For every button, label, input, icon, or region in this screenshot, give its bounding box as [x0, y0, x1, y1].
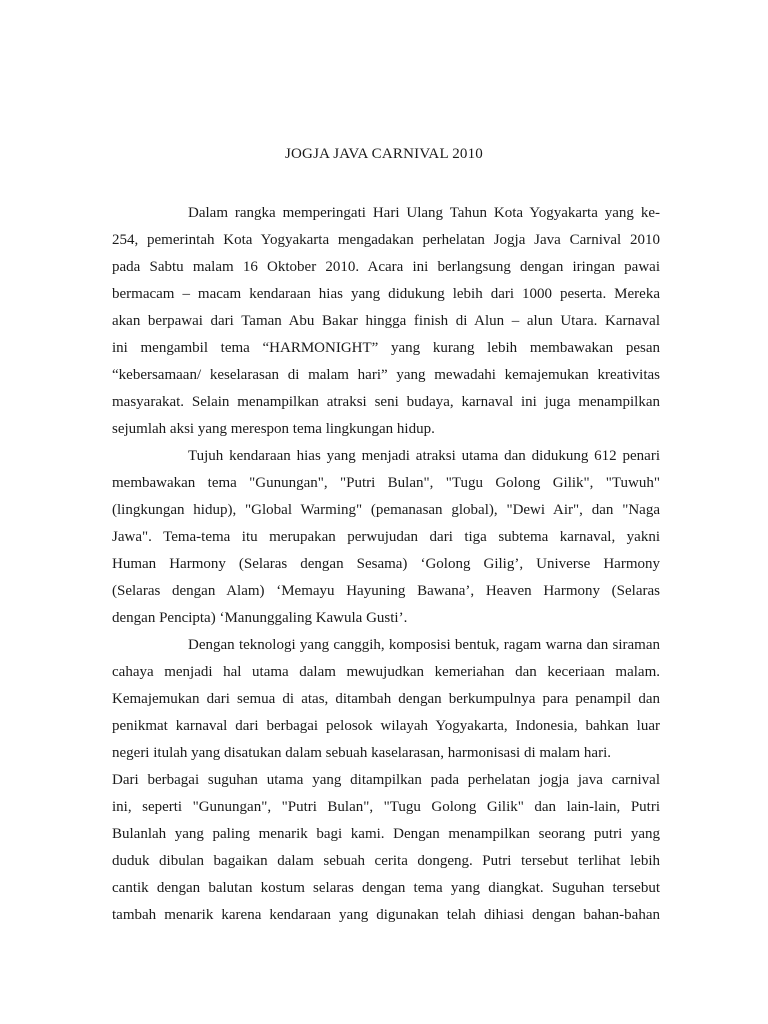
text-line: penikmat karnaval dari berbagai pelosok wilayah Yogyakarta, Indonesia, bahkan luar — [112, 718, 660, 734]
text-line: Human Harmony (Selaras dengan Sesama) ‘Golong Gilig’, Universe Harmony — [112, 556, 660, 572]
text-line: Bulanlah yang paling menarik bagi kami. Dengan menampilkan seorang putri yang — [112, 826, 660, 842]
text-line: Jawa". Tema-tema itu merupakan perwujudan dari tiga subtema karnaval, yakni — [112, 529, 660, 545]
document-body — [112, 200, 660, 929]
text-line: sejumlah aksi yang merespon tema lingkungan hidup. — [112, 421, 435, 437]
text-line: “kebersamaan/ keselarasan di malam hari” yang mewadahi kemajemukan kreativitas — [112, 367, 660, 383]
text-line: ini mengambil tema “HARMONIGHT” yang kurang lebih membawakan pesan — [112, 340, 660, 356]
text-line: cantik dengan balutan kostum selaras dengan tema yang diangkat. Suguhan tersebut — [112, 880, 660, 896]
text-line: Tujuh kendaraan hias yang menjadi atraksi utama dan didukung 612 penari — [188, 448, 660, 464]
text-line: pada Sabtu malam 16 Oktober 2010. Acara ini berlangsung dengan iringan pawai — [112, 259, 660, 275]
text-line: masyarakat. Selain menampilkan atraksi seni budaya, karnaval ini juga menampilkan — [112, 394, 660, 410]
text-line: 254, pemerintah Kota Yogyakarta mengadakan perhelatan Jogja Java Carnival 2010 — [112, 232, 660, 248]
text-line: Dari berbagai suguhan utama yang ditampilkan pada perhelatan jogja java carnival — [112, 772, 660, 788]
text-line: (Selaras dengan Alam) ‘Memayu Hayuning Bawana’, Heaven Harmony (Selaras — [112, 583, 660, 599]
text-line: (lingkungan hidup), "Global Warming" (pemanasan global), "Dewi Air", dan "Naga — [112, 502, 660, 518]
text-line: ini, seperti "Gunungan", "Putri Bulan", "Tugu Golong Gilik" dan lain-lain, Putri — [112, 799, 660, 815]
text-line: Dalam rangka memperingati Hari Ulang Tahun Kota Yogyakarta yang ke- — [188, 205, 660, 221]
text-line: negeri itulah yang disatukan dalam sebuah kaselarasan, harmonisasi di malam hari. — [112, 745, 612, 761]
text-line: Dengan teknologi yang canggih, komposisi bentuk, ragam warna dan siraman — [188, 637, 660, 653]
text-line: tambah menarik karena kendaraan yang digunakan telah dihiasi dengan bahan-bahan — [112, 907, 660, 923]
text-line: Kemajemukan dari semua di atas, ditambah dengan berkumpulnya para penampil dan — [112, 691, 660, 707]
text-line: cahaya menjadi hal utama dalam mewujudkan kemeriahan dan keceriaan malam. — [112, 664, 660, 680]
text-line: akan berpawai dari Taman Abu Bakar hingga finish di Alun – alun Utara. Karnaval — [112, 313, 660, 329]
text-line: duduk dibulan bagaikan dalam sebuah cerita dongeng. Putri tersebut terlihat lebih — [112, 853, 660, 869]
text-line: bermacam – macam kendaraan hias yang didukung lebih dari 1000 peserta. Mereka — [112, 286, 660, 302]
text-line: dengan Pencipta) ‘Manunggaling Kawula Gusti’. — [112, 610, 408, 626]
text-line: membawakan tema "Gunungan", "Putri Bulan", "Tugu Golong Gilik", "Tuwuh" — [112, 475, 660, 491]
document-title: JOGJA JAVA CARNIVAL 2010 — [284, 146, 484, 162]
